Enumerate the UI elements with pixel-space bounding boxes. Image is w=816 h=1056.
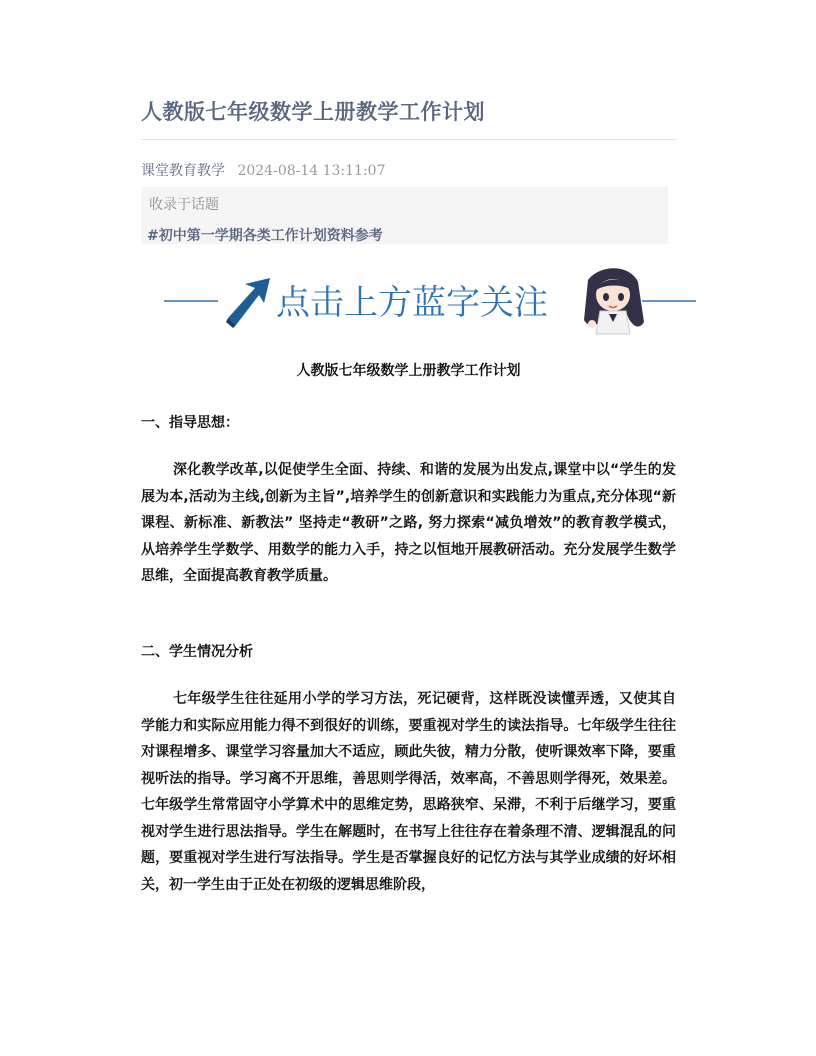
section-paragraph-guiding-ideology: 深化教学改革,以促使学生全面、持续、和谐的发展为出发点,课堂中以“学生的发展为本,活动为主线,创新为主旨”,培养学生的创新意识和实践能力为重点,充分体现“新课程、新标准、新教法” 坚持走“教研”之路, 努力探索“减负增效”的教育教学模式，从培养学生学数学、用数学的能力入手，持之以恒地开展教研活动。充分发展学生数学思维，全面提高教育教学质量。 (141, 462, 676, 584)
topic-caption: 收录于话题 (149, 197, 219, 213)
cartoon-girl-icon (584, 268, 644, 334)
content-heading: 人教版七年级数学上册教学工作计划 (296, 363, 521, 379)
article-meta (141, 160, 386, 180)
publish-time: 2024-08-14 13:11:07 (237, 163, 386, 179)
section-heading-student-analysis: 二、学生情况分析 (141, 644, 253, 660)
arrow-icon (226, 278, 270, 328)
topic-box (141, 187, 668, 244)
title-divider (141, 139, 676, 140)
topic-tag-link[interactable]: #初中第一学期各类工作计划资料参考 (147, 228, 383, 244)
section-heading-guiding-ideology: 一、指导思想： (141, 415, 239, 431)
account-name-link[interactable]: 课堂教育教学 (141, 163, 225, 179)
follow-banner[interactable] (160, 262, 700, 342)
section-paragraph-student-analysis: 七年级学生往往延用小学的学习方法，死记硬背，这样既没读懂弄透，又使其自学能力和实际应用能力得不到很好的训练，要重视对学生的读法指导。七年级学生往往对课程增多、课堂学习容量加大不适应，顾此失彼，精力分散，使听课效率下降，要重视听法的指导。学习离不开思维，善思则学得活，效率高，不善思则学得死，效果差。七年级学生常常固守小学算术中的思维定势，思路狭窄、呆滞，不利于后继学习，要重视对学生进行思法指导。学生在解题时，在书写上往往存在着条理不清、逻辑混乱的问题，要重视对学生进行写法指导。学生是否掌握良好的记忆方法与其学业成绩的好坏相关，初一学生由于正处在初级的逻辑思维阶段， (141, 691, 676, 893)
follow-banner-graphic (160, 262, 700, 342)
article-title: 人教版七年级数学上册教学工作计划 (141, 100, 485, 124)
banner-text: 点击上方蓝字关注 (276, 283, 548, 323)
